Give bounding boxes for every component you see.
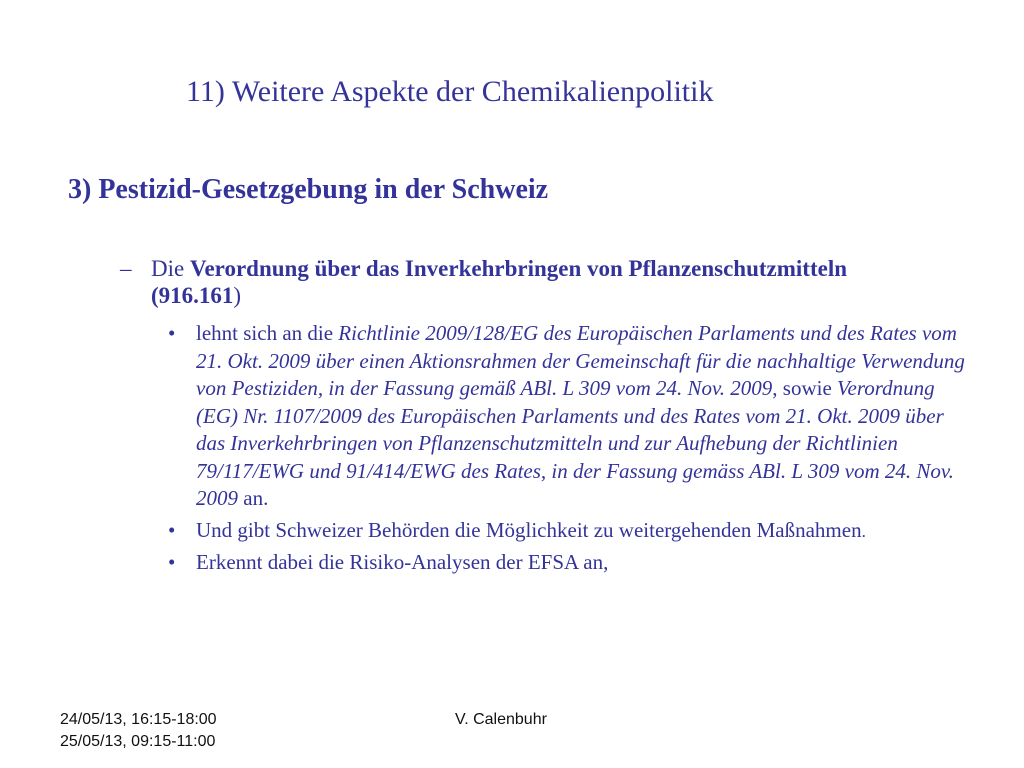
bullet-item	[168, 517, 978, 546]
bullet-text-suffix: .	[861, 521, 866, 541]
dash-item-bold: Verordnung über das Inverkehrbringen von Pflanzenschutzmitteln (916.161	[151, 256, 848, 308]
slide-title: 11) Weitere Aspekte der Chemikalienpolitik	[186, 75, 714, 108]
dash-marker: –	[120, 256, 132, 281]
dash-item-prefix: Die	[151, 256, 190, 281]
footer-date-line: 25/05/13, 09:15-11:00	[60, 733, 216, 750]
footer-date-line: 24/05/13, 16:15-18:00	[60, 711, 217, 728]
bullet-text-part: an.	[238, 486, 269, 510]
bullet-item	[168, 320, 978, 513]
bullet-list	[168, 320, 978, 581]
bullet-text-part: lehnt sich an die	[196, 321, 339, 345]
section-heading: 3) Pestizid-Gesetzgebung in der Schweiz	[68, 174, 549, 205]
bullet-marker: •	[168, 321, 176, 345]
bullet-item	[168, 549, 978, 577]
dash-list-item	[120, 255, 920, 309]
bullet-marker: •	[168, 517, 176, 542]
bullet-text: Und gibt Schweizer Behörden die Möglichkeit zu weitergehenden Maßnahmen	[196, 517, 862, 542]
dash-item-text	[151, 255, 920, 309]
bullet-marker: •	[168, 550, 176, 574]
bullet-text-italic: Richtlinie 2009/128/EG des Europäischen Parlaments und des Rates vom 21. Okt. 2009 über einen Aktionsrahmen der Gemeinschaft für die nachhaltige Verwendung von Pestiziden, in der Fassung gemäß ABl. L 309 vom 24. Nov. 2009	[196, 321, 965, 400]
bullet-text-italic: Verordnung (EG) Nr. 1107/2009 des Europäischen Parlaments und des Rates vom 21. Okt. 2009 über das Inverkehrbringen von Pflanzenschutzmitteln und zur Aufhebung der Richtlinien 79/117/EWG und 91/414/EWG des Rates, in der Fassung gemäss ABl. L 309 vom 24. Nov. 2009	[196, 376, 954, 510]
bullet-text: Erkennt dabei die Risiko-Analysen der EFSA an,	[196, 550, 609, 574]
bullet-text-part: , sowie	[772, 376, 838, 400]
footer-author: V. Calenbuhr	[455, 711, 547, 728]
footer-dates	[60, 709, 217, 753]
dash-item-suffix: )	[233, 283, 242, 308]
